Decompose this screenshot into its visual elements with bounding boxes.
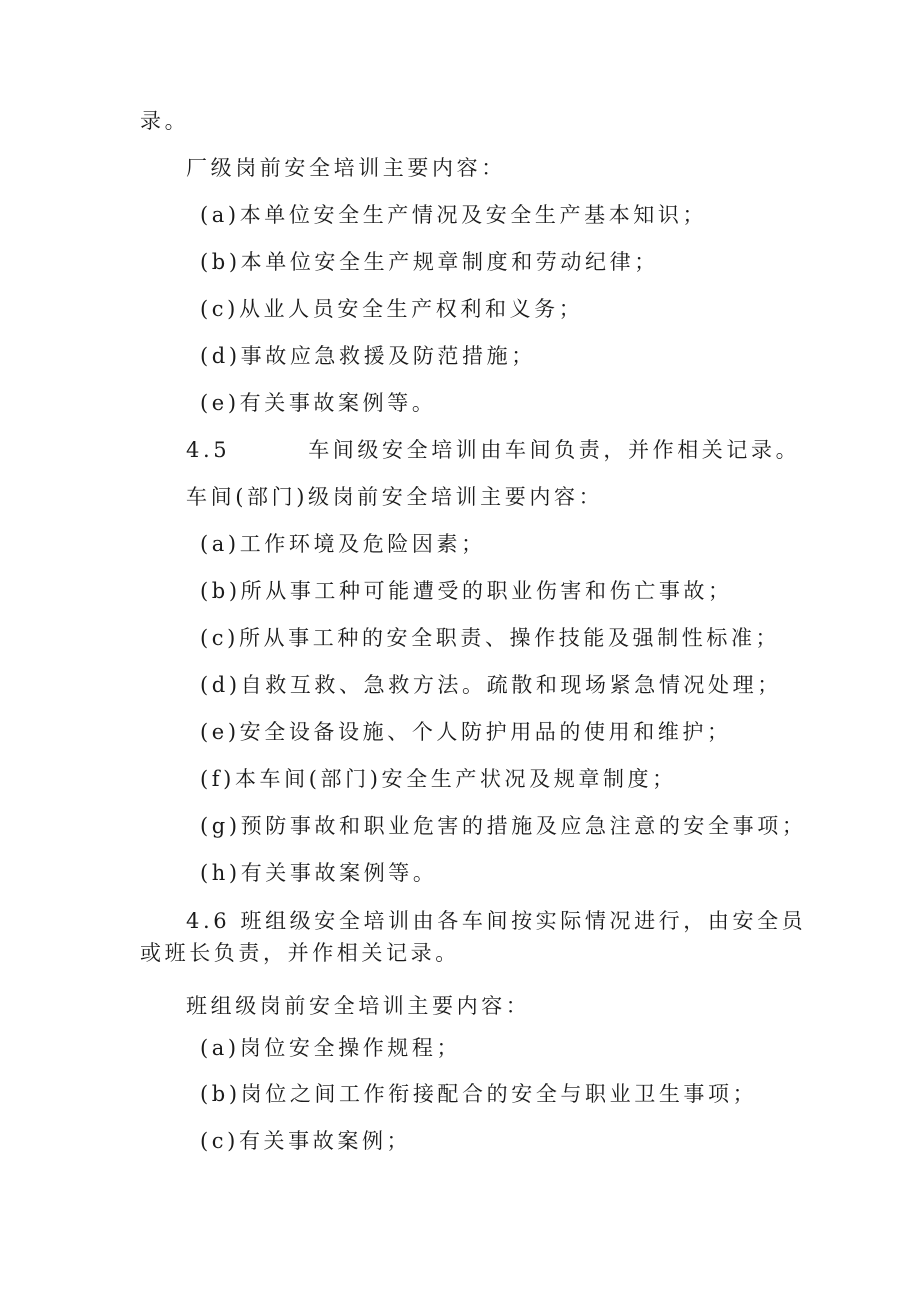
text-line: 厂级岗前安全培训主要内容： bbox=[186, 156, 506, 180]
text-line: 或班长负责，并作相关记录。 bbox=[140, 941, 460, 965]
text-line: (h)有关事故案例等。 bbox=[200, 861, 438, 885]
text-line: (c)所从事工种的安全职责、操作技能及强制性标准； bbox=[200, 626, 781, 650]
text-line: (c)从业人员安全生产权利和义务； bbox=[200, 297, 584, 321]
text-line: (f)本车间(部门)安全生产状况及规章制度； bbox=[200, 767, 677, 791]
text-line: (a)工作环境及危险因素； bbox=[200, 532, 486, 556]
text-line: (d)自救互救、急救方法。疏散和现场紧急情况处理； bbox=[200, 673, 782, 697]
text-line: (d)事故应急救援及防范措施； bbox=[200, 344, 536, 368]
text-line: 班组级岗前安全培训主要内容： bbox=[186, 994, 531, 1018]
text-line: 4.6 班组级安全培训由各车间按实际情况进行，由安全员 bbox=[186, 909, 807, 933]
text-line: (c)有关事故案例； bbox=[200, 1129, 412, 1153]
text-line: (e)有关事故案例等。 bbox=[200, 391, 437, 415]
text-line: (b)所从事工种可能遭受的职业伤害和伤亡事故； bbox=[200, 579, 733, 603]
text-line: (b)本单位安全生产规章制度和劳动纪律； bbox=[200, 250, 659, 274]
text-line: 车间(部门)级岗前安全培训主要内容： bbox=[186, 485, 604, 509]
text-line: 录。 bbox=[140, 109, 190, 133]
section-text: 车间级安全培训由车间负责，并作相关记录。 bbox=[308, 438, 801, 462]
section-number: 4.5 bbox=[186, 438, 231, 462]
text-line: (e)安全设备设施、个人防护用品的使用和维护； bbox=[200, 720, 732, 744]
text-line: (a)岗位安全操作规程； bbox=[200, 1036, 462, 1060]
text-line: (g)预防事故和职业危害的措施及应急注意的安全事项； bbox=[200, 814, 807, 838]
text-line: (a)本单位安全生产情况及安全生产基本知识； bbox=[200, 203, 708, 227]
text-line: (b)岗位之间工作衔接配合的安全与职业卫生事项； bbox=[200, 1082, 758, 1106]
section-line bbox=[186, 436, 800, 464]
